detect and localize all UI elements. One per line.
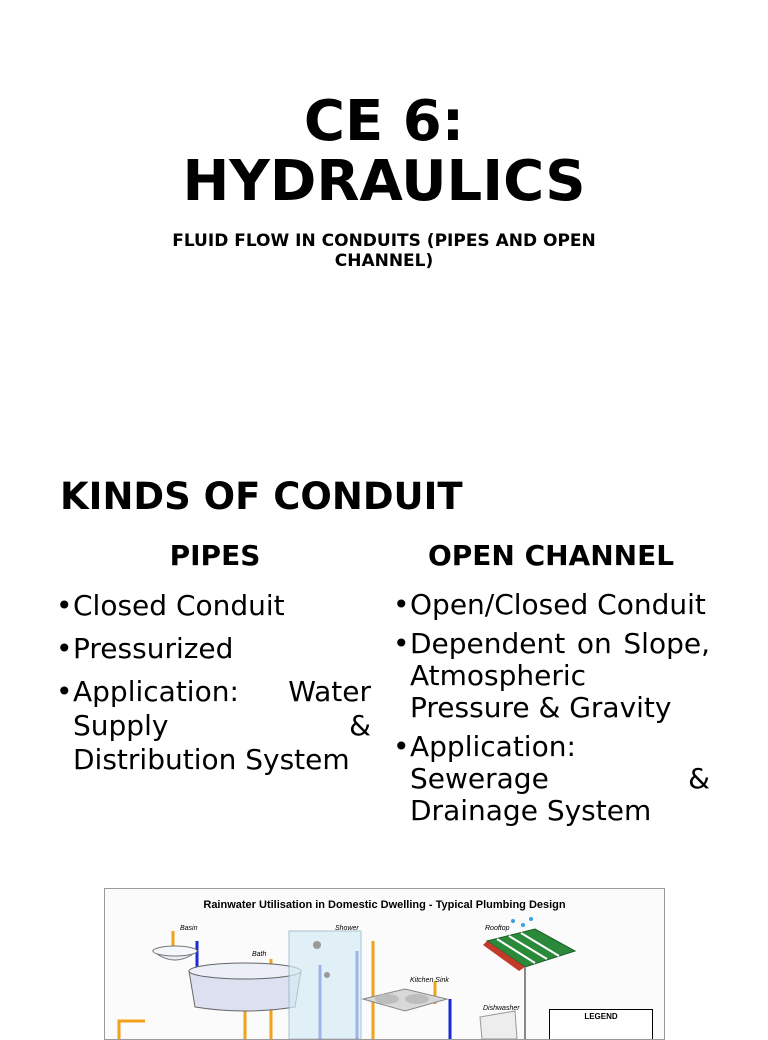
bullet-icon: • [56, 589, 73, 622]
bath-label: Bath [252, 951, 267, 958]
title-line-2: HYDRAULICS [182, 149, 586, 214]
bullet-icon: • [56, 632, 73, 665]
diagram-title: Rainwater Utilisation in Domestic Dwelling - Typical Plumbing Design [203, 899, 566, 911]
list-item-text: Dependent on Slope, Atmospheric Pressure & Gravity [410, 627, 710, 724]
title-line-1: CE 6: [303, 89, 465, 154]
plumbing-diagram [104, 888, 665, 1040]
dishwasher-label: Dishwasher [483, 1005, 520, 1012]
presentation-subtitle [130, 231, 638, 271]
shower-label: Shower [335, 925, 359, 932]
dishwasher-icon [480, 1011, 517, 1039]
basin-icon [153, 946, 197, 960]
list-item-text: Pressurized [73, 632, 234, 665]
pipes-heading: PIPES [169, 539, 261, 572]
bullet-icon: • [393, 627, 410, 660]
subtitle-line-2: CHANNEL) [334, 251, 434, 271]
list-item-text: Application: Water Supply & Distribution System [73, 675, 371, 776]
bullet-icon: • [393, 588, 410, 621]
list-item [56, 675, 371, 777]
list-item-text: Closed Conduit [73, 589, 285, 622]
open-channel-list [393, 589, 710, 834]
legend-title: LEGEND [584, 1012, 618, 1021]
presentation-title [0, 89, 768, 214]
list-item-text: Application: Sewerage & Drainage System [410, 730, 710, 827]
shower-icon [289, 931, 361, 1039]
rooftop-label: Rooftop [485, 925, 510, 932]
bullet-icon: • [393, 730, 410, 763]
diagram-legend [549, 1009, 653, 1040]
subtitle-line-1: FLUID FLOW IN CONDUITS (PIPES AND OPEN [172, 231, 596, 251]
slide-title: KINDS OF CONDUIT [60, 475, 463, 518]
bath-icon [189, 963, 301, 1011]
pipes-list [56, 589, 371, 786]
open-channel-heading: OPEN CHANNEL [427, 539, 675, 572]
list-item [393, 731, 710, 827]
list-item [56, 632, 371, 666]
list-item [56, 589, 371, 623]
kitchen-sink-label: Kitchen Sink [410, 977, 449, 984]
list-item-text: Open/Closed Conduit [410, 588, 706, 621]
basin-label: Basin [180, 925, 198, 932]
list-item [393, 589, 710, 621]
bullet-icon: • [56, 675, 73, 708]
list-item [393, 628, 710, 724]
